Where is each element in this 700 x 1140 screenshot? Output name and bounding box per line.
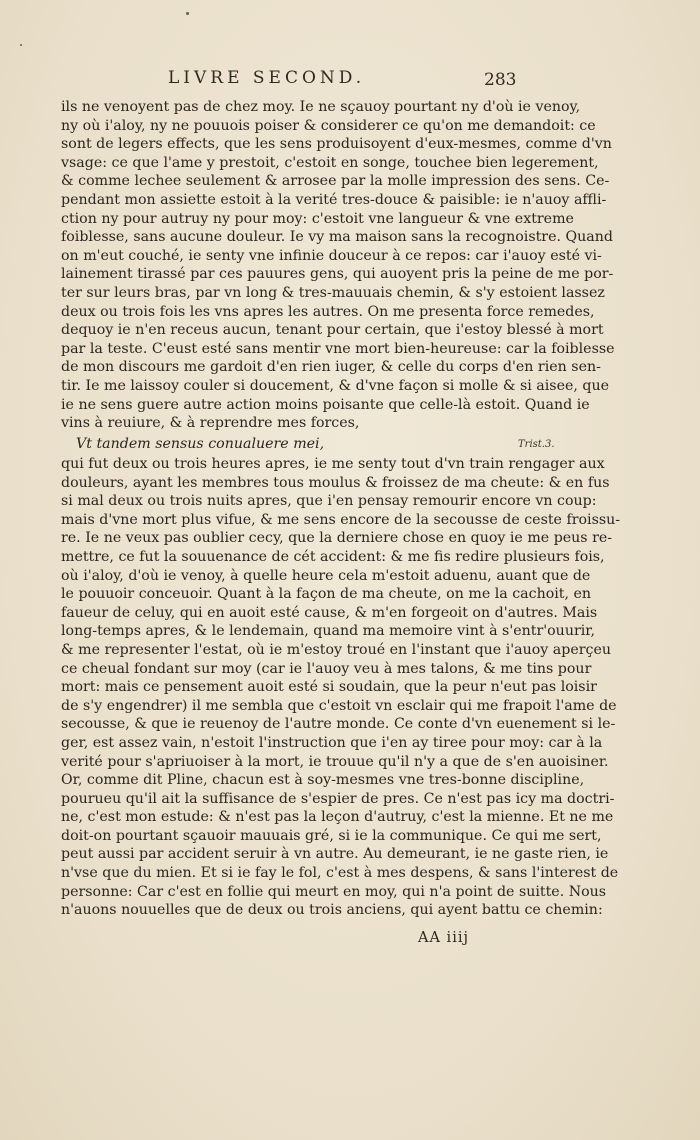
text-line: vins à reuiure, & à reprendre mes forces, [61, 415, 360, 432]
text-line: pendant mon assiette estoit à la verité tres-douce & paisible: ie n'auoy affli- [61, 191, 607, 208]
text-line: vsage: ce que l'ame y prestoit, c'estoit en songe, touchee bien legerement, [61, 154, 599, 171]
text-line: secousse, & que ie reuenoy de l'autre monde. Ce conte d'vn euenement si le- [61, 716, 616, 733]
margin-note: Trist.3. [518, 439, 555, 450]
text-line: douleurs, ayant les membres tous moulus & froissez de ma cheute: & en fus [61, 474, 610, 491]
text-line: faueur de celuy, qui en auoit esté cause, & m'en forgeoit on d'autres. Mais [61, 604, 598, 621]
text-line: ce cheual fondant sur moy (car ie l'auoy veu à mes talons, & me tins pour [61, 660, 592, 677]
text-line: où i'aloy, d'où ie venoy, à quelle heure cela m'estoit aduenu, auant que de [61, 567, 591, 584]
paragraph-1 [61, 98, 615, 433]
page-number: 283 [484, 70, 517, 90]
text-line: qui fut deux ou trois heures apres, ie me senty tout d'vn train rengager aux [61, 456, 605, 472]
text-line: & me representer l'estat, où ie m'estoy troué en l'instant que i'auoy aperçeu [61, 641, 612, 658]
text-line: ny où i'aloy, ny ne pouuois poiser & considerer ce qu'on me demandoit: ce [61, 117, 596, 134]
text-line: mais d'vne mort plus vifue, & me sens encore de la secousse de ceste froissu- [61, 511, 621, 528]
text-line: ie ne sens guere autre action moins poisante que celle-là estoit. Quand ie [61, 396, 590, 413]
text-line: deux ou trois fois les vns apres les autres. On me presenta force remedes, [61, 303, 595, 320]
text-line: dequoy ie n'en receus aucun, tenant pour certain, que i'estoy blessé à mort [61, 322, 604, 339]
text-line: n'auons nouuelles que de deux ou trois anciens, qui ayent battu ce chemin: [61, 902, 603, 919]
text-line: ne, c'est mon estude: & n'est pas la leçon d'autruy, c'est la mienne. Et ne me [61, 809, 614, 826]
text-line: doit-on pourtant sçauoir mauuais gré, si ie la communique. Ce qui me sert, [61, 827, 602, 844]
text-line: ger, est assez vain, n'estoit l'instruction que i'en ay tiree pour moy: car à la [61, 734, 603, 751]
text-line: lainement tirassé par ces pauures gens, qui auoyent pris la peine de me por- [61, 266, 614, 283]
text-line: si mal deux ou trois nuits apres, que i'en pensay remourir encore vn coup: [61, 493, 597, 510]
text-line: de mon discours me gardoit d'en rien iuger, & celle du corps d'en rien sen- [61, 359, 601, 376]
signature-mark: AA iiij [418, 930, 469, 946]
text-line: Or, comme dit Pline, chacun est à soy-mesmes vne tres-bonne discipline, [61, 772, 585, 789]
text-line: on m'eut couché, ie senty vne infinie douceur à ce repos: car i'auoy esté vi- [61, 247, 602, 264]
text-line: foiblesse, sans aucune douleur. Ie vy ma maison sans la recognoistre. Quand [61, 229, 613, 246]
text-line: ils ne venoyent pas de chez moy. Ie ne sçauoy pourtant ny d'où ie venoy, [61, 99, 581, 115]
text-line: long-temps apres, & le lendemain, quand ma memoire vint à s'entr'ouurir, [61, 623, 596, 640]
text-line: re. Ie ne veux pas oublier cecy, que la derniere chose en quoy ie me peus re- [61, 530, 613, 547]
text-line: ter sur leurs bras, par vn long & tres-mauuais chemin, & s'y estoient lassez [61, 284, 605, 301]
text-line: tir. Ie me laissoy couler si doucement, & d'vne façon si molle & si aisee, que [61, 377, 609, 394]
text-line: n'vse que du mien. Et si ie fay le fol, c'est à mes despens, & sans l'interest de [61, 865, 619, 882]
text-line: personne: Car c'est en follie qui meurt en moy, qui n'a point de suitte. Nous [61, 883, 607, 900]
text-line: par la teste. C'eust esté sans mentir vne mort bien-heureuse: car la foiblesse [61, 340, 615, 357]
verse-quotation: Vt tandem sensus conualuere mei, [76, 436, 325, 452]
text-line: & comme lechee seulement & arrosee par la molle impression des sens. Ce- [61, 173, 610, 190]
text-line: mort: mais ce pensement auoit esté si soudain, que la peur n'eut pas loisir [61, 679, 597, 696]
paragraph-2 [61, 455, 621, 920]
paper-speck [186, 12, 189, 15]
text-line: verité pour s'apriuoiser à la mort, ie trouue qu'il n'y a que de s'en auoisiner. [61, 753, 609, 770]
text-line: ction ny pour autruy ny pour moy: c'estoit vne langueur & vne extreme [61, 210, 574, 227]
text-line: sont de legers effects, que les sens produisoyent d'eux-mesmes, comme d'vn [61, 136, 612, 153]
text-line: pourueu qu'il ait la suffisance de s'espier de pres. Ce n'est pas icy ma doctri- [61, 790, 615, 807]
paper-speck [20, 44, 22, 46]
text-line: le pouuoir conceuoir. Quant à la façon de ma cheute, on me la cachoit, en [61, 586, 592, 603]
text-line: peut aussi par accident seruir à vn autre. Au demeurant, ie ne gaste rien, ie [61, 846, 609, 863]
text-line: mettre, ce fut la souuenance de cét accident: & me fis redire plusieurs fois, [61, 548, 605, 565]
text-line: de s'y engendrer) il me sembla que c'estoit vn esclair qui me frapoit l'ame de [61, 697, 617, 714]
running-head: LIVRE SECOND. [168, 68, 366, 88]
